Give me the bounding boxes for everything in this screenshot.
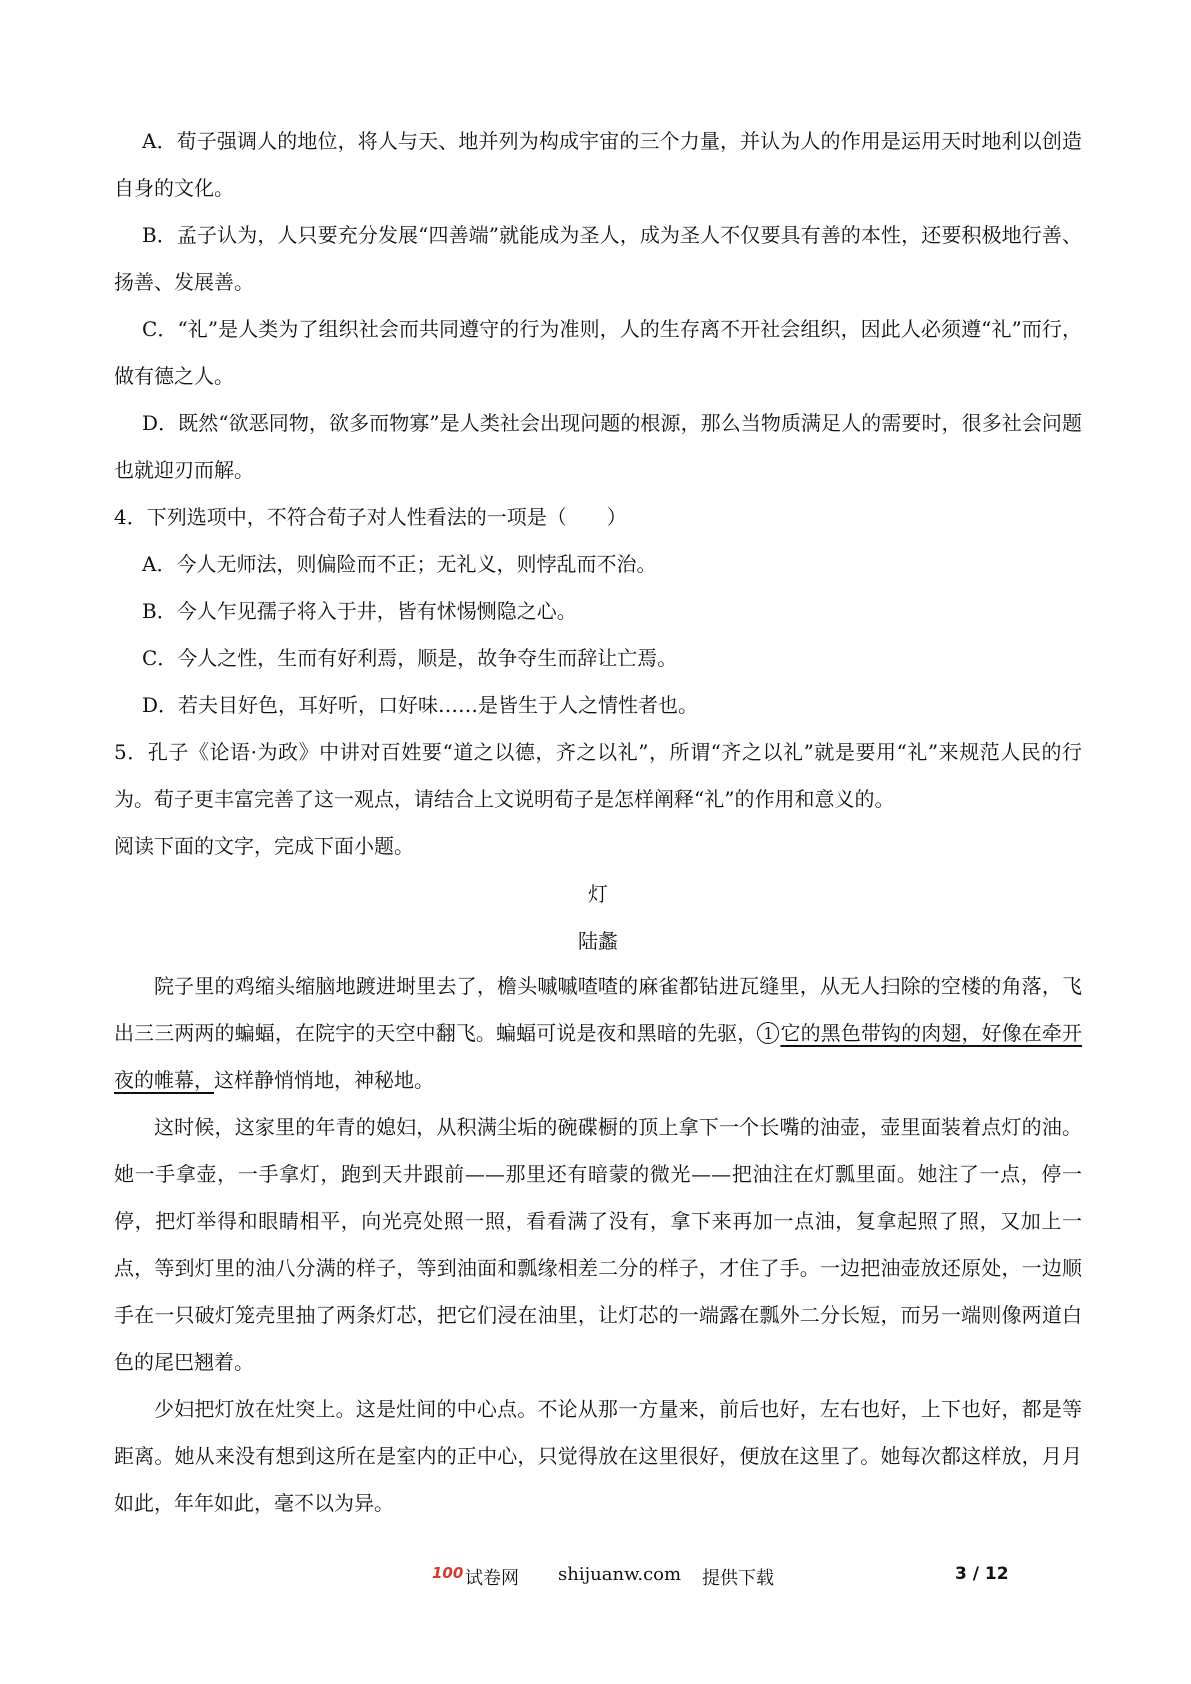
article-author: 陆蠡 xyxy=(578,929,618,953)
q4-stem: 4．下列选项中，不符合荀子对人性看法的一项是（ ） xyxy=(114,505,627,529)
paragraph-1-tail: 这样静悄悄地，神秘地。 xyxy=(214,1068,434,1092)
article-paragraph-3: 少妇把灯放在灶突上。这是灶间的中心点。不论从那一方量来，前后也好，左右也好，上下也好，都是等距离。她从来没有想到这所在是室内的正中心，只觉得放在这里很好，便放在这里了。她每次都这样放，月月如此，年年如此，毫不以为异。 xyxy=(114,1397,1082,1515)
q5-stem: 5．孔子《论语·为政》中讲对百姓要“道之以德，齐之以礼”，所谓“齐之以礼”就是要用“礼”来规范人民的行为。荀子更丰富完善了这一观点，请结合上文说明荀子是怎样阐释“礼”的作用和意义的。 xyxy=(114,740,1082,811)
page-footer xyxy=(0,1560,1191,1596)
page-content xyxy=(114,118,1082,1527)
footer-site-url: shijuanw.com xyxy=(558,1564,682,1585)
q4-option-d: D．若夫目好色，耳好听，口好味……是皆生于人之情性者也。 xyxy=(142,693,699,717)
q3-option-b: B．孟子认为，人只要充分发展“四善端”就能成为圣人，成为圣人不仅要具有善的本性，还要积极地行善、扬善、发展善。 xyxy=(114,223,1082,294)
paragraph-1-text: 院子里的鸡缩头缩脑地踱进埘里去了，檐头嘁嘁喳喳的麻雀都钻进瓦缝里，从无人扫除的空楼的角落，飞出三三两两的蝙蝠，在院宇的天空中翻飞。蝙蝠可说是夜和黑暗的先驱， xyxy=(114,974,1082,1045)
article-paragraph-2: 这时候，这家里的年青的媳妇，从积满尘垢的碗碟橱的顶上拿下一个长嘴的油壶，壶里面装着点灯的油。她一手拿壶，一手拿灯，跑到天井跟前——那里还有暗蒙的微光——把油注在灯瓢里面。她注了一点，停一停，把灯举得和眼睛相平，向光亮处照一照，看看满了没有，拿下来再加一点油，复拿起照了照，又加上一点，等到灯里的油八分满的样子，等到油面和瓢缘相差二分的样子，才住了手。一边把油壶放还原处，一边顺手在一只破灯笼壳里抽了两条灯芯，把它们浸在油里，让灯芯的一端露在瓢外二分长短，而另一端则像两道白色的尾巴翘着。 xyxy=(114,1115,1082,1374)
article-title: 灯 xyxy=(588,882,608,906)
circled-number-marker: 1 xyxy=(757,1022,779,1044)
article-paragraph-1 xyxy=(114,963,1082,1104)
reading-intro: 阅读下面的文字，完成下面小题。 xyxy=(114,834,414,858)
underlined-sentence: 它的黑色带钩的肉翅，好像在牵开夜的帷幕， xyxy=(114,1021,1083,1092)
q4-option-a: A．今人无师法，则偏险而不正；无礼义，则悖乱而不治。 xyxy=(142,552,657,576)
page-number: 3 / 12 xyxy=(955,1564,1009,1584)
site-logo: 100 xyxy=(432,1564,464,1582)
footer-brand: 试卷网 xyxy=(465,1568,519,1589)
q3-option-c: C．“礼”是人类为了组织社会而共同遵守的行为准则，人的生存离不开社会组织，因此人必须遵“礼”而行，做有德之人。 xyxy=(114,317,1082,388)
q4-option-b: B．今人乍见孺子将入于井，皆有怵惕恻隐之心。 xyxy=(142,599,577,623)
q3-option-d: D．既然“欲恶同物，欲多而物寡”是人类社会出现问题的根源，那么当物质满足人的需要时，很多社会问题也就迎刃而解。 xyxy=(114,411,1082,482)
q3-option-a: A．荀子强调人的地位，将人与天、地并列为构成宇宙的三个力量，并认为人的作用是运用天时地利以创造自身的文化。 xyxy=(114,129,1082,200)
footer-download-text: 提供下载 xyxy=(702,1568,774,1589)
q4-option-c: C．今人之性，生而有好利焉，顺是，故争夺生而辞让亡焉。 xyxy=(142,646,678,670)
